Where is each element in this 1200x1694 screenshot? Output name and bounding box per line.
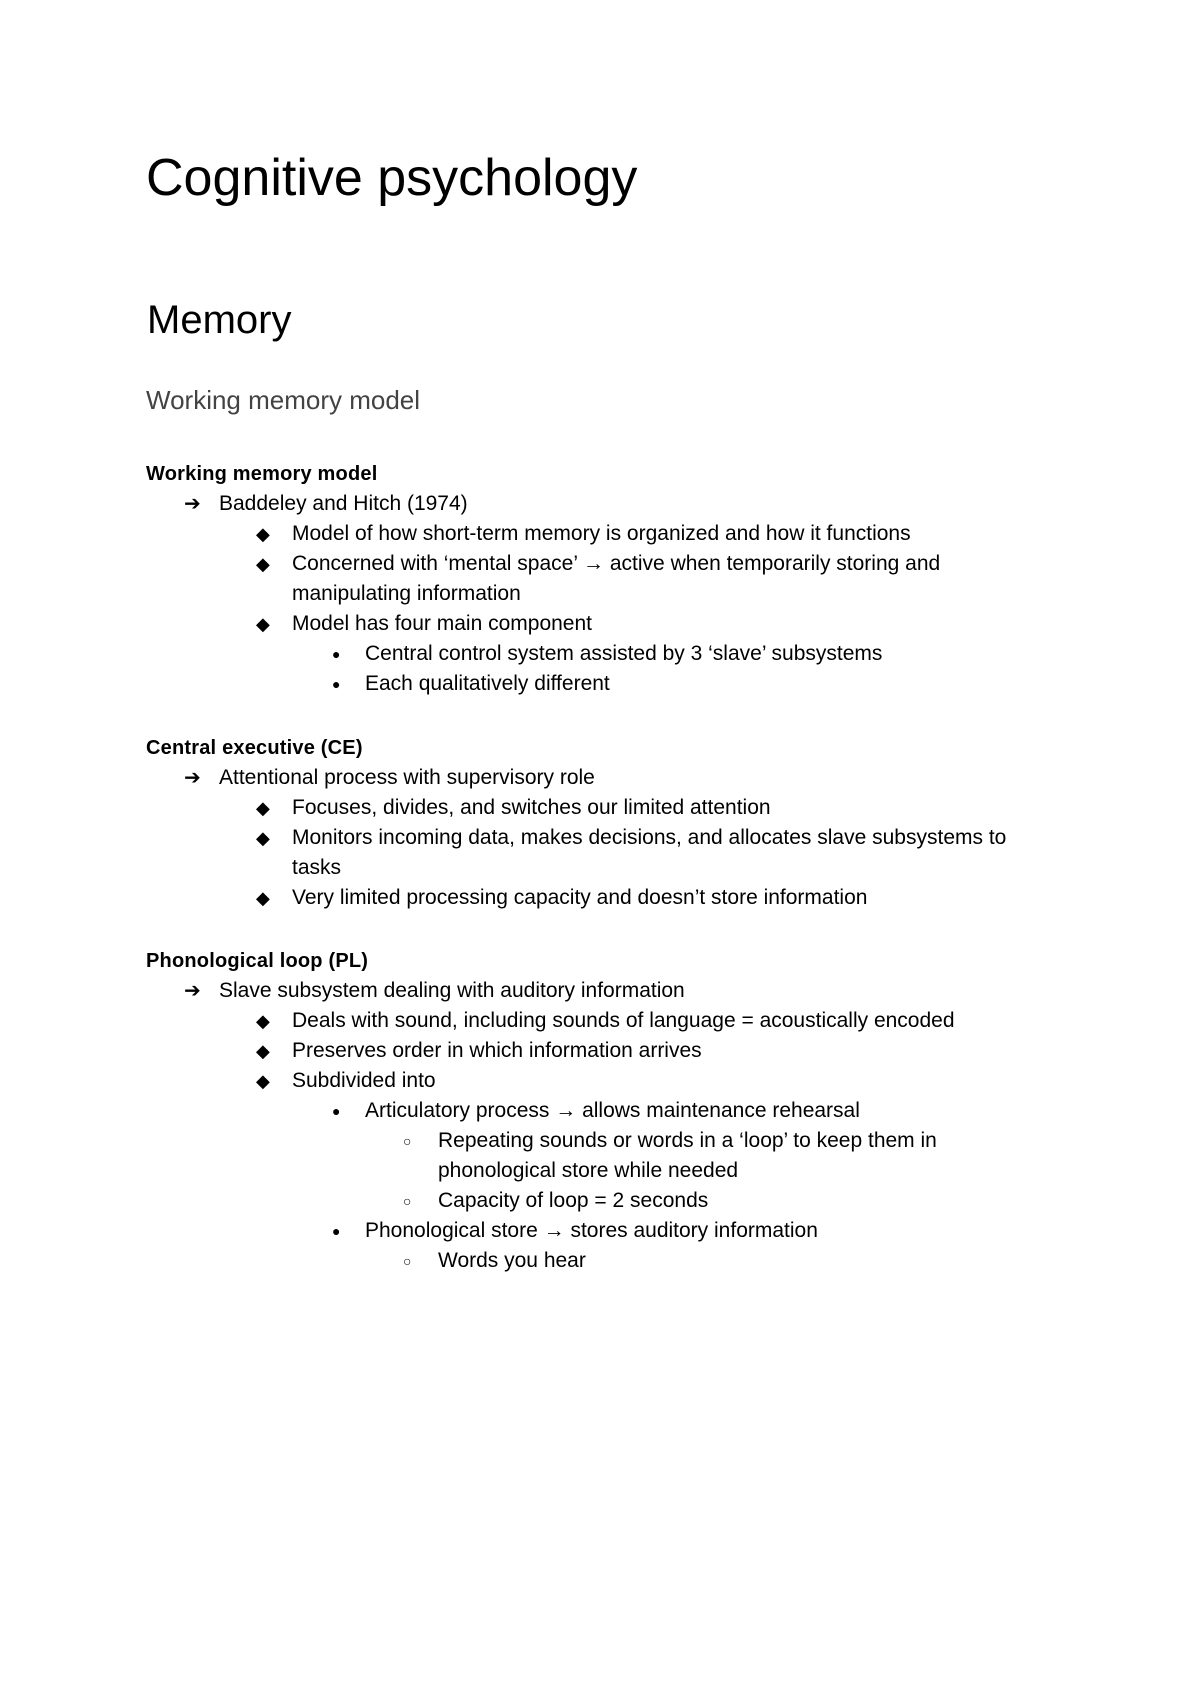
list-item: Each qualitatively different	[365, 672, 610, 695]
diamond-bullet-icon: ◆	[256, 524, 270, 544]
list-item: Monitors incoming data, makes decisions, and allocates slave subsystems to	[292, 826, 1007, 849]
diamond-bullet-icon: ◆	[256, 1011, 270, 1031]
list-item: Articulatory process → allows maintenance rehearsal	[365, 1099, 860, 1122]
circle-bullet-icon: ○	[403, 1193, 412, 1209]
section-heading: Central executive (CE)	[146, 737, 363, 759]
document-title: Cognitive psychology	[146, 149, 638, 207]
list-item: Model of how short-term memory is organized and how it functions	[292, 522, 911, 545]
list-item: Words you hear	[438, 1249, 586, 1272]
dot-bullet-icon: ●	[332, 1223, 341, 1239]
diamond-bullet-icon: ◆	[256, 798, 270, 818]
list-item: Capacity of loop = 2 seconds	[438, 1189, 709, 1212]
diamond-bullet-icon: ◆	[256, 828, 270, 848]
list-item: Slave subsystem dealing with auditory information	[219, 979, 685, 1002]
diamond-bullet-icon: ◆	[256, 1071, 270, 1091]
list-item: Very limited processing capacity and doesn’t store information	[292, 886, 868, 909]
circle-bullet-icon: ○	[403, 1133, 412, 1149]
diamond-bullet-icon: ◆	[256, 614, 270, 634]
circle-bullet-icon: ○	[403, 1253, 412, 1269]
list-item-continuation: manipulating information	[292, 582, 521, 605]
diamond-bullet-icon: ◆	[256, 888, 270, 908]
arrow-bullet-icon: ➔	[184, 493, 201, 515]
list-item: Focuses, divides, and switches our limited attention	[292, 796, 771, 819]
dot-bullet-icon: ●	[332, 676, 341, 692]
dot-bullet-icon: ●	[332, 646, 341, 662]
list-item: Phonological store → stores auditory information	[365, 1219, 818, 1242]
arrow-bullet-icon: ➔	[184, 980, 201, 1002]
list-item-continuation: phonological store while needed	[438, 1159, 739, 1182]
list-item: Model has four main component	[292, 612, 592, 635]
section-heading: Working memory model	[146, 463, 378, 485]
section-heading: Phonological loop (PL)	[146, 950, 369, 972]
list-item: Attentional process with supervisory role	[219, 766, 595, 789]
list-item: Subdivided into	[292, 1069, 436, 1092]
list-item-continuation: tasks	[292, 856, 342, 879]
dot-bullet-icon: ●	[332, 1103, 341, 1119]
list-item: Baddeley and Hitch (1974)	[219, 492, 468, 515]
arrow-bullet-icon: ➔	[184, 767, 201, 789]
heading-working-memory-model: Working memory model	[146, 385, 421, 415]
list-item: Deals with sound, including sounds of language = acoustically encoded	[292, 1009, 955, 1032]
list-item: Concerned with ‘mental space’ → active when temporarily storing and	[292, 552, 941, 575]
list-item: Central control system assisted by 3 ‘slave’ subsystems	[365, 642, 883, 665]
heading-memory: Memory	[147, 298, 292, 342]
diamond-bullet-icon: ◆	[256, 1041, 270, 1061]
list-item: Preserves order in which information arrives	[292, 1039, 702, 1062]
list-item: Repeating sounds or words in a ‘loop’ to keep them in	[438, 1129, 937, 1152]
diamond-bullet-icon: ◆	[256, 554, 270, 574]
